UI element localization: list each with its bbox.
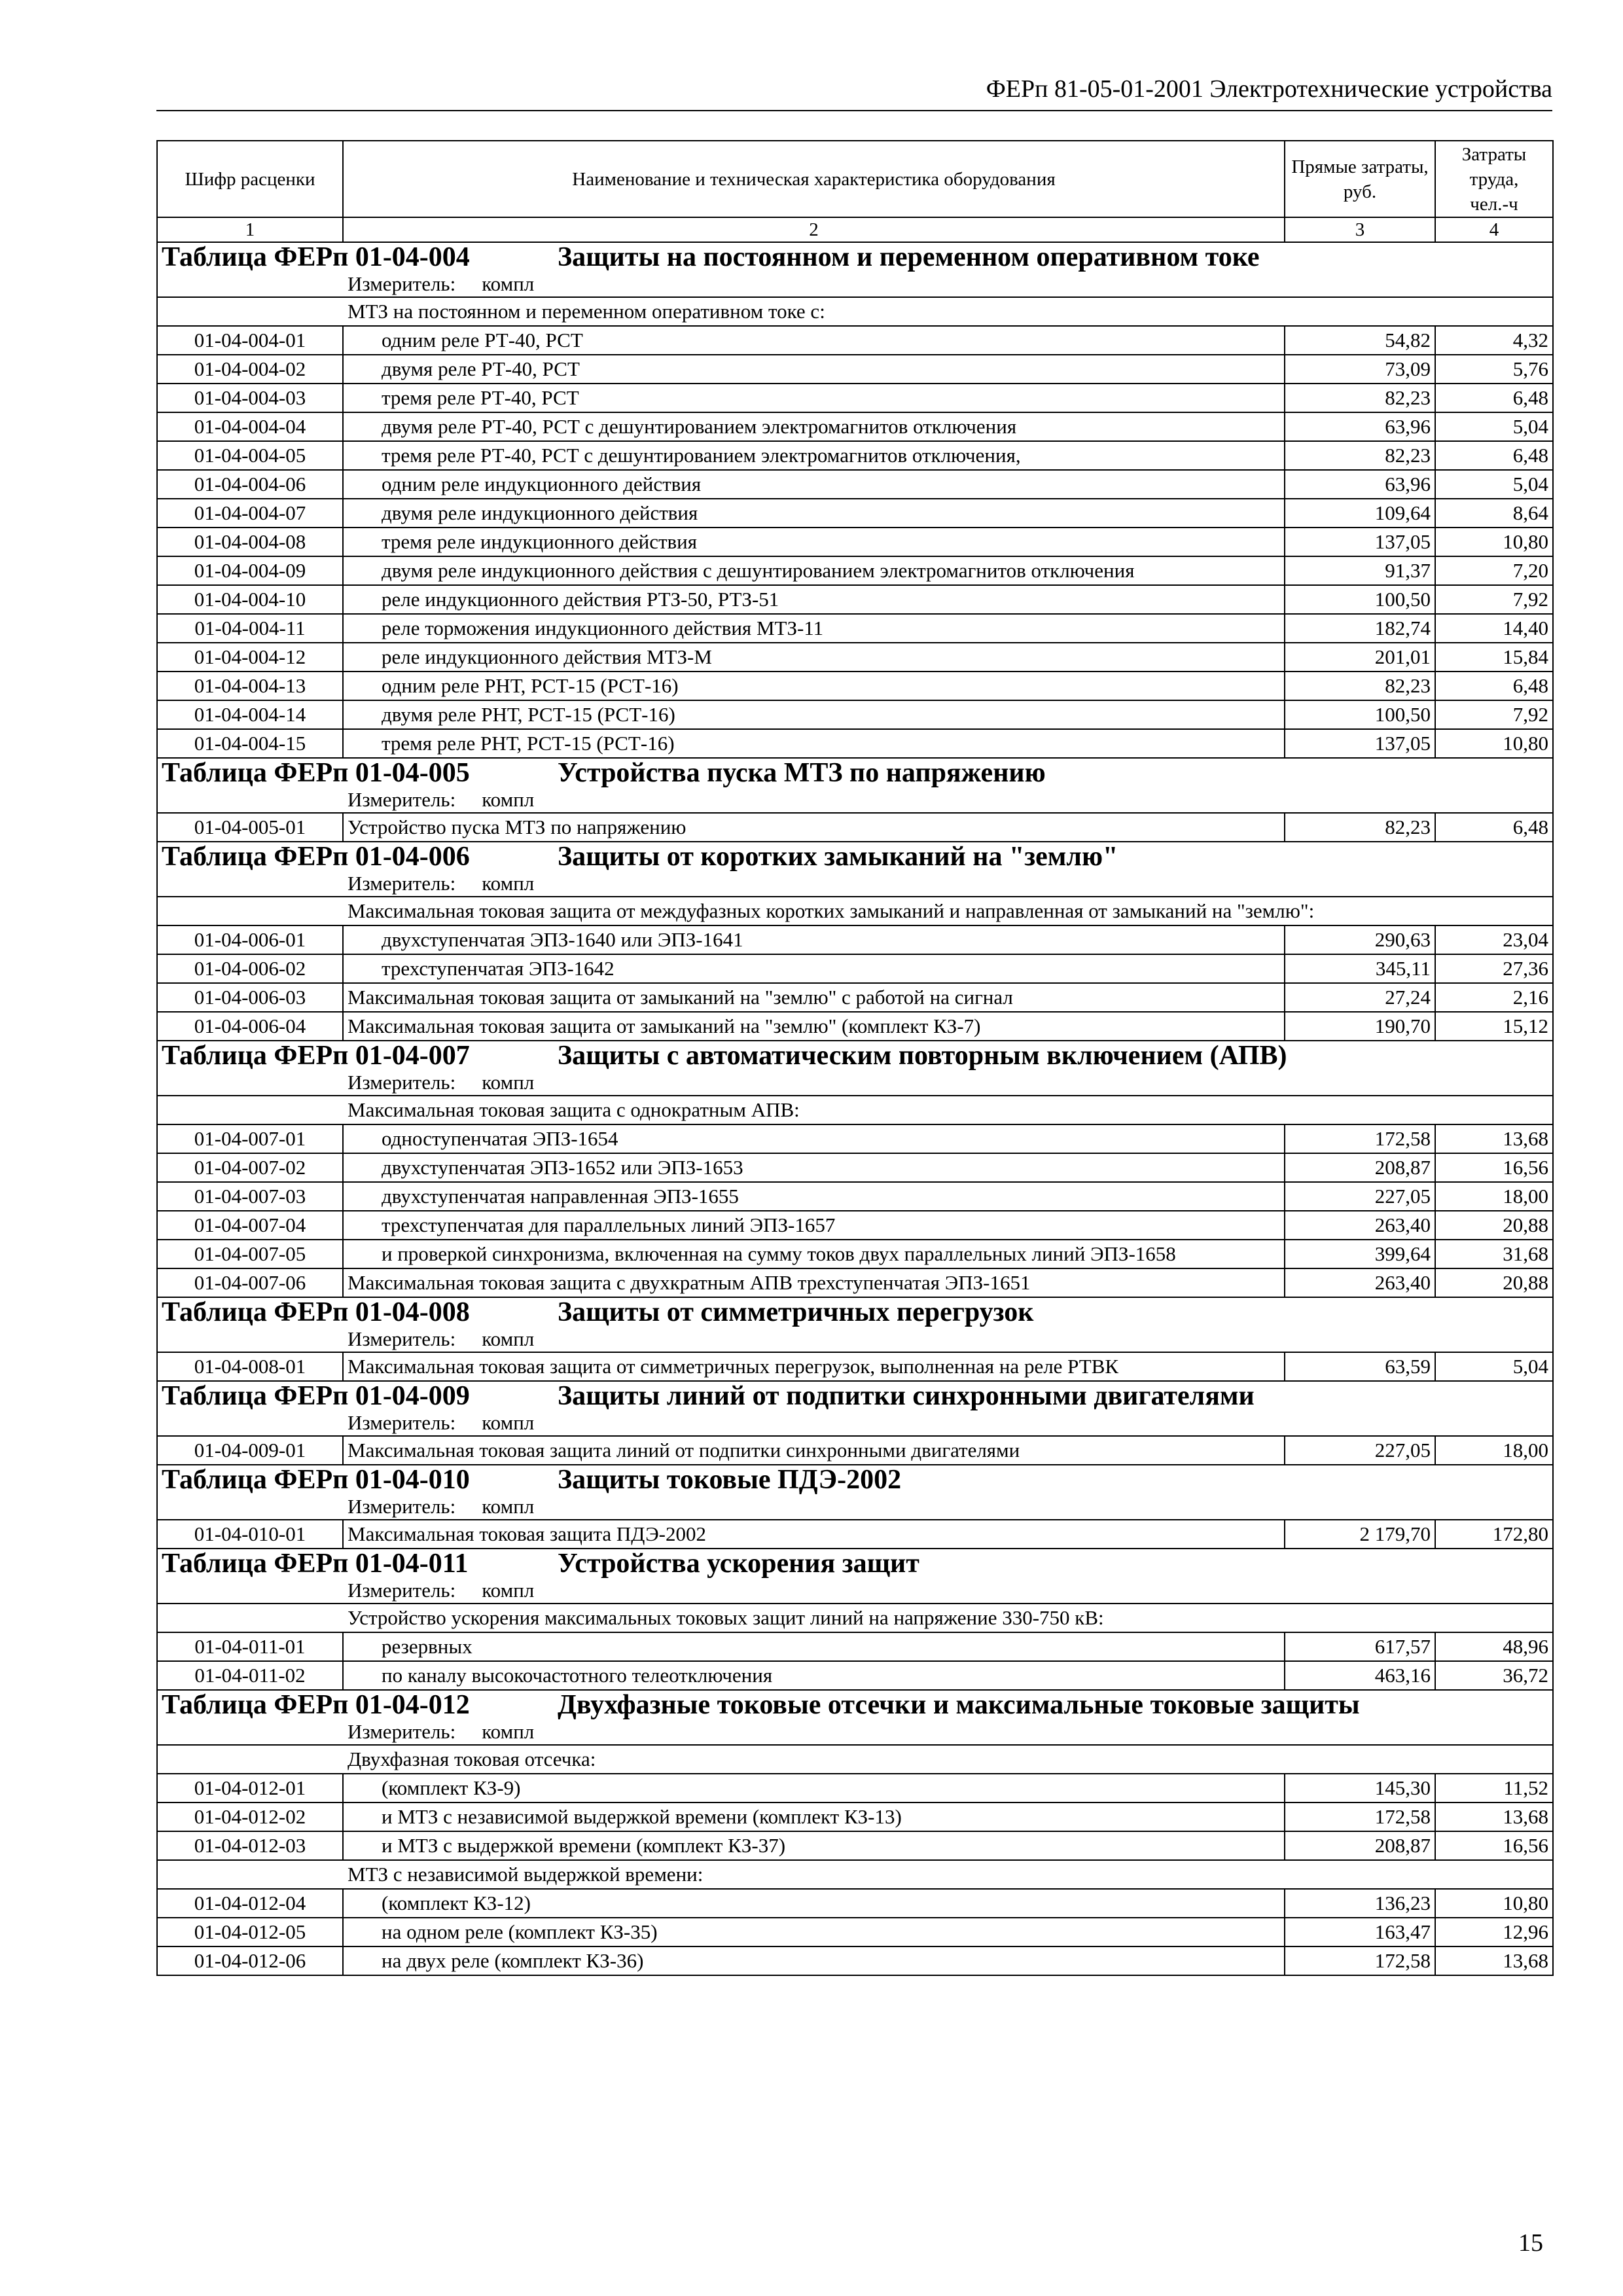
table-row: [157, 1211, 1553, 1240]
rate-code: 01-04-007-06: [157, 1268, 343, 1297]
rate-name: реле торможения индукционного действия МТЗ-11: [343, 614, 1285, 643]
unit-value: компл: [482, 1720, 535, 1743]
rate-name: и МТЗ с выдержкой времени (комплект КЗ-37): [343, 1831, 1285, 1860]
rate-code: 01-04-007-04: [157, 1211, 343, 1240]
section-title: [162, 842, 1548, 871]
section-name: Защиты с автоматическим повторным включением (АПВ): [558, 1041, 1287, 1071]
section-title: [162, 243, 1548, 272]
section-header-row: [157, 758, 1553, 813]
table-row: [157, 1946, 1553, 1975]
rate-name: резервных: [343, 1632, 1285, 1661]
direct-cost: 54,82: [1285, 326, 1435, 355]
rate-name: Устройство пуска МТЗ по напряжению: [343, 813, 1285, 842]
section-code: Таблица ФЕРп 01-04-012: [162, 1690, 470, 1720]
table-row: [157, 470, 1553, 499]
direct-cost: 137,05: [1285, 528, 1435, 556]
table-row: [157, 384, 1553, 412]
section-title: [162, 759, 1548, 787]
section-unit: [162, 1410, 1548, 1435]
direct-cost: 109,64: [1285, 499, 1435, 528]
col-header-name: Наименование и техническая характеристика оборудования: [343, 141, 1285, 217]
rate-name: на одном реле (комплект КЗ-35): [343, 1918, 1285, 1946]
rate-code: 01-04-009-01: [157, 1436, 343, 1465]
rate-code: 01-04-007-05: [157, 1240, 343, 1268]
direct-cost: 208,87: [1285, 1153, 1435, 1182]
rate-code: 01-04-005-01: [157, 813, 343, 842]
table-row: [157, 1520, 1553, 1549]
labor-cost: 13,68: [1435, 1803, 1553, 1831]
section-name: Защиты токовые ПДЭ-2002: [558, 1465, 902, 1495]
direct-cost: 100,50: [1285, 585, 1435, 614]
rate-code: 01-04-006-03: [157, 983, 343, 1012]
section-code: Таблица ФЕРп 01-04-010: [162, 1465, 470, 1495]
table-row: [157, 954, 1553, 983]
rate-name: двумя реле РНТ, РСТ-15 (РСТ-16): [343, 700, 1285, 729]
section-title: [162, 1465, 1548, 1494]
table-row: [157, 585, 1553, 614]
labor-cost: 36,72: [1435, 1661, 1553, 1690]
rate-name: трехступенчатая для параллельных линий ЭПЗ-1657: [343, 1211, 1285, 1240]
rate-code: 01-04-007-03: [157, 1182, 343, 1211]
table-row: [157, 1240, 1553, 1268]
rate-code: 01-04-006-02: [157, 954, 343, 983]
col-number: 2: [343, 217, 1285, 242]
direct-cost: 263,40: [1285, 1211, 1435, 1240]
unit-label: Измеритель:: [348, 272, 456, 295]
direct-cost: 617,57: [1285, 1632, 1435, 1661]
labor-cost: 14,40: [1435, 614, 1553, 643]
labor-cost: 12,96: [1435, 1918, 1553, 1946]
table-row: [157, 499, 1553, 528]
rate-name: двумя реле РТ-40, РСТ: [343, 355, 1285, 384]
section-name: Защиты линий от подпитки синхронными двигателями: [558, 1381, 1255, 1411]
section-unit: [162, 871, 1548, 896]
table-row: [157, 528, 1553, 556]
labor-cost: 10,80: [1435, 1889, 1553, 1918]
table-row: [157, 925, 1553, 954]
rate-code: 01-04-004-03: [157, 384, 343, 412]
rate-code: 01-04-004-02: [157, 355, 343, 384]
direct-cost: 82,23: [1285, 813, 1435, 842]
table-row: [157, 813, 1553, 842]
labor-cost: 5,04: [1435, 470, 1553, 499]
section-unit: [162, 1578, 1548, 1603]
section-title: [162, 1691, 1548, 1719]
labor-cost: 5,04: [1435, 412, 1553, 441]
rate-code: 01-04-010-01: [157, 1520, 343, 1549]
unit-value: компл: [482, 788, 535, 811]
labor-cost: 13,68: [1435, 1124, 1553, 1153]
section-code: Таблица ФЕРп 01-04-011: [162, 1549, 469, 1579]
unit-value: компл: [482, 1579, 535, 1602]
rate-code: 01-04-011-02: [157, 1661, 343, 1690]
unit-label: Измеритель:: [348, 872, 456, 895]
direct-cost: 82,23: [1285, 441, 1435, 470]
labor-cost: 20,88: [1435, 1211, 1553, 1240]
rate-code: 01-04-004-12: [157, 643, 343, 672]
direct-cost: 172,58: [1285, 1946, 1435, 1975]
direct-cost: 63,59: [1285, 1352, 1435, 1381]
rate-name: реле индукционного действия РТЗ-50, РТЗ-51: [343, 585, 1285, 614]
direct-cost: 227,05: [1285, 1436, 1435, 1465]
table-row: [157, 1436, 1553, 1465]
rate-code: 01-04-007-02: [157, 1153, 343, 1182]
rate-code: 01-04-012-06: [157, 1946, 343, 1975]
section-name: Защиты от коротких замыканий на "землю": [558, 842, 1118, 872]
rate-code: 01-04-004-14: [157, 700, 343, 729]
direct-cost: 263,40: [1285, 1268, 1435, 1297]
table-row: [157, 1632, 1553, 1661]
rate-name: двухступенчатая направленная ЭПЗ-1655: [343, 1182, 1285, 1211]
subheader-text: Двухфазная токовая отсечка:: [157, 1745, 1553, 1774]
labor-cost: 6,48: [1435, 384, 1553, 412]
rate-code: 01-04-004-08: [157, 528, 343, 556]
direct-cost: 63,96: [1285, 470, 1435, 499]
table-row: [157, 614, 1553, 643]
unit-label: Измеритель:: [348, 1495, 456, 1518]
column-number-row: [157, 217, 1553, 242]
rate-name: двухступенчатая ЭПЗ-1652 или ЭПЗ-1653: [343, 1153, 1285, 1182]
section-header-row: [157, 1690, 1553, 1745]
labor-cost: 15,84: [1435, 643, 1553, 672]
section-name: Двухфазные токовые отсечки и максимальные токовые защиты: [558, 1690, 1360, 1720]
subheader-text: МТЗ на постоянном и переменном оперативном токе с:: [157, 297, 1553, 326]
direct-cost: 182,74: [1285, 614, 1435, 643]
section-code: Таблица ФЕРп 01-04-007: [162, 1041, 470, 1071]
labor-cost: 18,00: [1435, 1436, 1553, 1465]
labor-cost: 172,80: [1435, 1520, 1553, 1549]
rate-name: одним реле РТ-40, РСТ: [343, 326, 1285, 355]
direct-cost: 73,09: [1285, 355, 1435, 384]
rate-code: 01-04-004-11: [157, 614, 343, 643]
direct-cost: 399,64: [1285, 1240, 1435, 1268]
section-header-cell: [157, 1297, 1553, 1352]
rate-code: 01-04-004-01: [157, 326, 343, 355]
labor-cost: 23,04: [1435, 925, 1553, 954]
section-header-row: [157, 1041, 1553, 1096]
section-code: Таблица ФЕРп 01-04-005: [162, 758, 470, 788]
running-header: ФЕРп 81-05-01-2001 Электротехнические устройства: [156, 72, 1552, 111]
section-unit: [162, 272, 1548, 296]
rate-name: двумя реле РТ-40, РСТ с дешунтированием электромагнитов отключения: [343, 412, 1285, 441]
rate-name: двумя реле индукционного действия: [343, 499, 1285, 528]
direct-cost: 27,24: [1285, 983, 1435, 1012]
table-row: [157, 441, 1553, 470]
rate-code: 01-04-007-01: [157, 1124, 343, 1153]
table-row: [157, 412, 1553, 441]
rate-name: Максимальная токовая защита от замыканий на "землю" с работой на сигнал: [343, 983, 1285, 1012]
labor-cost: 6,48: [1435, 672, 1553, 700]
rate-code: 01-04-012-02: [157, 1803, 343, 1831]
rate-code: 01-04-011-01: [157, 1632, 343, 1661]
rate-code: 01-04-012-04: [157, 1889, 343, 1918]
subheader-text: Устройство ускорения максимальных токовых защит линий на напряжение 330-750 кВ:: [157, 1604, 1553, 1632]
section-header-cell: [157, 1381, 1553, 1436]
section-header-cell: [157, 1549, 1553, 1604]
table-row: [157, 1889, 1553, 1918]
subheader-row: [157, 1096, 1553, 1124]
rate-name: и МТЗ с независимой выдержкой времени (комплект КЗ-13): [343, 1803, 1285, 1831]
labor-cost: 27,36: [1435, 954, 1553, 983]
direct-cost: 463,16: [1285, 1661, 1435, 1690]
section-header-row: [157, 1465, 1553, 1520]
labor-cost: 13,68: [1435, 1946, 1553, 1975]
unit-label: Измеритель:: [348, 1720, 456, 1743]
section-title: [162, 1549, 1548, 1578]
direct-cost: 190,70: [1285, 1012, 1435, 1041]
section-header-cell: [157, 242, 1553, 297]
section-header-cell: [157, 758, 1553, 813]
rate-name: тремя реле РТ-40, РСТ с дешунтированием электромагнитов отключения,: [343, 441, 1285, 470]
unit-value: компл: [482, 1411, 535, 1434]
direct-cost: 100,50: [1285, 700, 1435, 729]
direct-cost: 91,37: [1285, 556, 1435, 585]
rate-name: и проверкой синхронизма, включенная на сумму токов двух параллельных линий ЭПЗ-1658: [343, 1240, 1285, 1268]
section-code: Таблица ФЕРп 01-04-004: [162, 242, 470, 272]
labor-cost: 11,52: [1435, 1774, 1553, 1803]
rate-name: (комплект КЗ-12): [343, 1889, 1285, 1918]
section-unit: [162, 1719, 1548, 1744]
rate-name: тремя реле РНТ, РСТ-15 (РСТ-16): [343, 729, 1285, 758]
section-code: Таблица ФЕРп 01-04-009: [162, 1381, 470, 1411]
table-row: [157, 556, 1553, 585]
section-title: [162, 1041, 1548, 1070]
rate-name: одноступенчатая ЭПЗ-1654: [343, 1124, 1285, 1153]
table-row: [157, 1352, 1553, 1381]
labor-cost: 8,64: [1435, 499, 1553, 528]
unit-label: Измеритель:: [348, 1411, 456, 1434]
table-row: [157, 1153, 1553, 1182]
rate-code: 01-04-004-09: [157, 556, 343, 585]
direct-cost: 137,05: [1285, 729, 1435, 758]
rate-code: 01-04-004-04: [157, 412, 343, 441]
section-name: Защиты от симметричных перегрузок: [558, 1297, 1034, 1327]
labor-cost: 48,96: [1435, 1632, 1553, 1661]
unit-value: компл: [482, 272, 535, 295]
section-header-cell: [157, 1041, 1553, 1096]
page-number: 15: [1518, 2229, 1543, 2257]
table-row: [157, 326, 1553, 355]
column-header-row: [157, 141, 1553, 217]
table-row: [157, 355, 1553, 384]
labor-cost: 7,92: [1435, 585, 1553, 614]
section-header-cell: [157, 1690, 1553, 1745]
rate-code: 01-04-012-03: [157, 1831, 343, 1860]
direct-cost: 63,96: [1285, 412, 1435, 441]
unit-value: компл: [482, 1071, 535, 1094]
direct-cost: 345,11: [1285, 954, 1435, 983]
direct-cost: 2 179,70: [1285, 1520, 1435, 1549]
rate-code: 01-04-008-01: [157, 1352, 343, 1381]
section-name: Устройства пуска МТЗ по напряжению: [558, 758, 1046, 788]
rate-name: тремя реле индукционного действия: [343, 528, 1285, 556]
section-header-row: [157, 842, 1553, 897]
rate-name: Максимальная токовая защита от симметричных перегрузок, выполненная на реле РТВК: [343, 1352, 1285, 1381]
table-row: [157, 1774, 1553, 1803]
direct-cost: 290,63: [1285, 925, 1435, 954]
labor-cost: 5,04: [1435, 1352, 1553, 1381]
table-row: [157, 983, 1553, 1012]
labor-cost: 10,80: [1435, 528, 1553, 556]
labor-cost: 4,32: [1435, 326, 1553, 355]
table-row: [157, 1661, 1553, 1690]
section-name: Устройства ускорения защит: [558, 1549, 919, 1579]
table-row: [157, 1831, 1553, 1860]
section-unit: [162, 1494, 1548, 1519]
section-header-row: [157, 1549, 1553, 1604]
rate-name: Максимальная токовая защита ПДЭ-2002: [343, 1520, 1285, 1549]
unit-value: компл: [482, 1327, 535, 1350]
section-header-row: [157, 1297, 1553, 1352]
labor-cost: 18,00: [1435, 1182, 1553, 1211]
col-header-price: Прямые затраты, руб.: [1285, 141, 1435, 217]
section-unit: [162, 787, 1548, 812]
subheader-row: [157, 297, 1553, 326]
table-row: [157, 1012, 1553, 1041]
labor-cost: 6,48: [1435, 813, 1553, 842]
rate-code: 01-04-012-01: [157, 1774, 343, 1803]
rate-name: Максимальная токовая защита линий от подпитки синхронными двигателями: [343, 1436, 1285, 1465]
section-name: Защиты на постоянном и переменном оперативном токе: [558, 242, 1260, 272]
subheader-row: [157, 897, 1553, 925]
unit-label: Измеритель:: [348, 1071, 456, 1094]
direct-cost: 145,30: [1285, 1774, 1435, 1803]
labor-cost: 16,56: [1435, 1831, 1553, 1860]
unit-label: Измеритель:: [348, 1327, 456, 1350]
subheader-text: Максимальная токовая защита от междуфазных коротких замыканий и направленная от замыканий на "землю":: [157, 897, 1553, 925]
subheader-text: МТЗ с независимой выдержкой времени:: [157, 1860, 1553, 1889]
rate-name: двухступенчатая ЭПЗ-1640 или ЭПЗ-1641: [343, 925, 1285, 954]
rate-name: реле индукционного действия МТЗ-М: [343, 643, 1285, 672]
labor-cost: 5,76: [1435, 355, 1553, 384]
table-row: [157, 672, 1553, 700]
subheader-row: [157, 1745, 1553, 1774]
unit-label: Измеритель:: [348, 788, 456, 811]
col-number: 3: [1285, 217, 1435, 242]
unit-value: компл: [482, 872, 535, 895]
labor-cost: 31,68: [1435, 1240, 1553, 1268]
rate-name: (комплект КЗ-9): [343, 1774, 1285, 1803]
direct-cost: 172,58: [1285, 1124, 1435, 1153]
rate-code: 01-04-012-05: [157, 1918, 343, 1946]
rate-name: одним реле индукционного действия: [343, 470, 1285, 499]
subheader-row: [157, 1860, 1553, 1889]
table-row: [157, 729, 1553, 758]
rate-name: двумя реле индукционного действия с дешунтированием электромагнитов отключения: [343, 556, 1285, 585]
table-row: [157, 700, 1553, 729]
col-number: 1: [157, 217, 343, 242]
table-row: [157, 1268, 1553, 1297]
labor-cost: 15,12: [1435, 1012, 1553, 1041]
rate-code: 01-04-004-06: [157, 470, 343, 499]
rate-code: 01-04-006-01: [157, 925, 343, 954]
col-header-labor: Затраты труда, чел.-ч: [1435, 141, 1553, 217]
rate-name: трехступенчатая ЭПЗ-1642: [343, 954, 1285, 983]
direct-cost: 208,87: [1285, 1831, 1435, 1860]
section-unit: [162, 1070, 1548, 1095]
rate-name: на двух реле (комплект КЗ-36): [343, 1946, 1285, 1975]
section-unit: [162, 1327, 1548, 1352]
table-row: [157, 1124, 1553, 1153]
rate-code: 01-04-004-15: [157, 729, 343, 758]
rate-code: 01-04-004-10: [157, 585, 343, 614]
labor-cost: 6,48: [1435, 441, 1553, 470]
section-title: [162, 1382, 1548, 1410]
col-number: 4: [1435, 217, 1553, 242]
labor-cost: 7,92: [1435, 700, 1553, 729]
labor-cost: 20,88: [1435, 1268, 1553, 1297]
direct-cost: 163,47: [1285, 1918, 1435, 1946]
labor-cost: 16,56: [1435, 1153, 1553, 1182]
subheader-row: [157, 1604, 1553, 1632]
direct-cost: 82,23: [1285, 672, 1435, 700]
table-row: [157, 643, 1553, 672]
rate-code: 01-04-006-04: [157, 1012, 343, 1041]
rate-name: тремя реле РТ-40, РСТ: [343, 384, 1285, 412]
table-row: [157, 1182, 1553, 1211]
section-code: Таблица ФЕРп 01-04-008: [162, 1297, 470, 1327]
table-row: [157, 1803, 1553, 1831]
section-header-cell: [157, 1465, 1553, 1520]
direct-cost: 172,58: [1285, 1803, 1435, 1831]
labor-cost: 10,80: [1435, 729, 1553, 758]
rate-name: одним реле РНТ, РСТ-15 (РСТ-16): [343, 672, 1285, 700]
rate-code: 01-04-004-07: [157, 499, 343, 528]
direct-cost: 136,23: [1285, 1889, 1435, 1918]
subheader-text: Максимальная токовая защита с однократным АПВ:: [157, 1096, 1553, 1124]
section-header-cell: [157, 842, 1553, 897]
rate-code: 01-04-004-05: [157, 441, 343, 470]
table-row: [157, 1918, 1553, 1946]
rate-name: Максимальная токовая защита от замыканий на "землю" (комплект КЗ-7): [343, 1012, 1285, 1041]
section-header-row: [157, 242, 1553, 297]
col-header-code: Шифр расценки: [157, 141, 343, 217]
direct-cost: 82,23: [1285, 384, 1435, 412]
labor-cost: 2,16: [1435, 983, 1553, 1012]
unit-label: Измеритель:: [348, 1579, 456, 1602]
rate-name: по каналу высокочастотного телеотключения: [343, 1661, 1285, 1690]
unit-value: компл: [482, 1495, 535, 1518]
direct-cost: 227,05: [1285, 1182, 1435, 1211]
labor-cost: 7,20: [1435, 556, 1553, 585]
rate-name: Максимальная токовая защита с двухкратным АПВ трехступенчатая ЭПЗ-1651: [343, 1268, 1285, 1297]
section-title: [162, 1298, 1548, 1327]
rate-code: 01-04-004-13: [157, 672, 343, 700]
section-code: Таблица ФЕРп 01-04-006: [162, 842, 470, 872]
section-header-row: [157, 1381, 1553, 1436]
rates-table: [156, 140, 1554, 1976]
direct-cost: 201,01: [1285, 643, 1435, 672]
